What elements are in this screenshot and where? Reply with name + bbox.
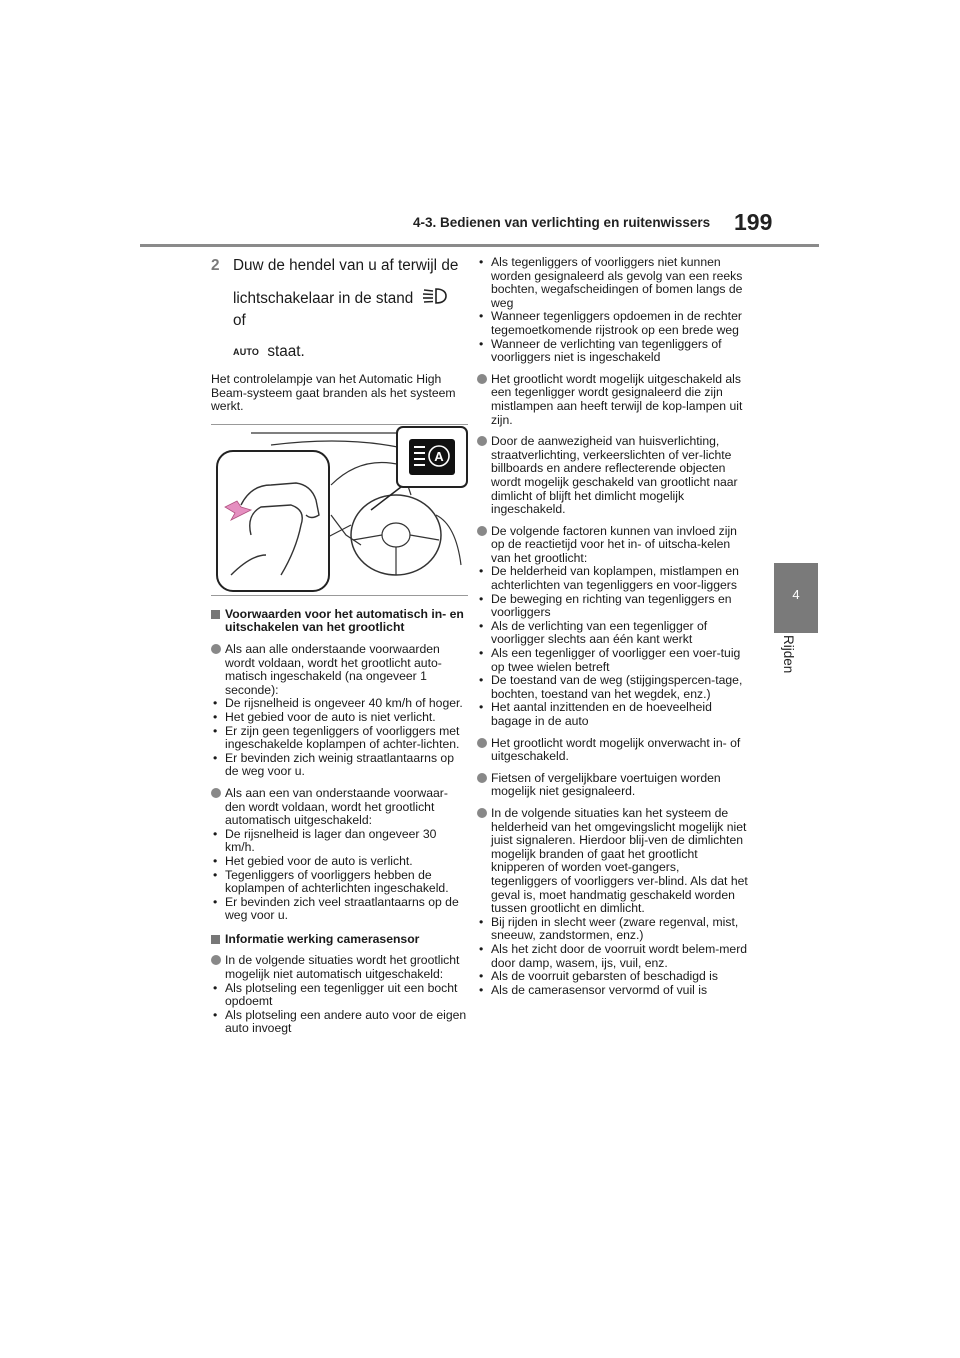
list-item: • Er bevinden zich weinig straatlantaarns op de weg voor u. xyxy=(213,750,454,779)
list-item: • Als de voorruit gebarsten of beschadigd is xyxy=(479,969,718,984)
list-item: • Er zijn geen tegenliggers of voorliggers met ingeschakelde koplampen of achter-lichten. xyxy=(213,723,460,752)
list-item: • Als plotseling een tegenligger uit een bocht opdoemt xyxy=(213,980,458,1009)
list-item: • De toestand van de weg (stijgingspercen-tage, bochten, toestand van het wegdek, enz.) xyxy=(479,673,743,701)
list-item: • Het aantal inzittenden en de hoeveelheid bagage in de auto xyxy=(479,700,712,728)
step-line-1: Duw de hendel van u af terwijl de xyxy=(233,257,459,274)
bullet-auto-off: Als aan een van onderstaande voorwaar-den wordt voldaan, wordt het grootlicht automatisch uitgeschakeld: xyxy=(211,787,468,828)
chapter-number: 4 xyxy=(792,587,800,602)
list-item: • De helderheid van koplampen, mistlampen en achterlichten van tegenliggers en voor-liggers xyxy=(479,564,739,593)
header-rule xyxy=(140,244,819,247)
step-line-2: lichtschakelaar in de stand of xyxy=(233,287,468,331)
list-item: • De rijsnelheid is ongeveer 40 km/h of hoger. xyxy=(213,696,463,711)
circle-bullet-icon xyxy=(211,788,221,798)
step-2 xyxy=(211,256,468,362)
list-item: • Bij rijden in slecht weer (zware regenval, mist, sneeuw, zandstormen, enz.) xyxy=(479,914,739,943)
circle-bullet-icon xyxy=(211,644,221,654)
list-item: • Wanneer tegenliggers opdoemen in de rechter tegemoetkomende rijstrook op een brede weg xyxy=(479,309,742,337)
list-camera xyxy=(211,982,468,1036)
list-item: • Het gebied voor de auto is verlicht. xyxy=(213,853,413,868)
square-bullet-icon xyxy=(211,935,220,944)
list-item: • Wanneer de verlichting van tegenliggers of voorliggers niet is ingeschakeld xyxy=(479,336,722,365)
bullet-auto-on: Als aan alle onderstaande voorwaarden wordt voldaan, wordt het grootlicht auto-matisch ingeschakeld (na ongeveer 1 seconde): xyxy=(211,643,468,697)
intro-note: Het controlelampje van het Automatic High Beam-systeem gaat branden als het systeem werkt. xyxy=(211,372,456,414)
lever-illustration xyxy=(211,424,468,596)
circle-bullet-icon xyxy=(477,738,487,748)
list-item: • Als tegenliggers of voorliggers niet kunnen worden gesignaleerd als gevolg van een reeks bochten, wegafscheidingen of bomen langs de weg xyxy=(479,255,743,310)
bullet-street-lighting: Door de aanwezigheid van huisverlichting, straatverlichting, verkeerslichten of ver-lichte billboards en andere reflecterende objecten wordt mogelijk geschakeld van grootlicht naar dimlicht of blijft het dimlicht mogelijk ingeschakeld. xyxy=(477,435,749,517)
list-item: • Als plotseling een andere auto voor de eigen auto invoegt xyxy=(213,1007,467,1036)
heading-camera: Informatie werking camerasensor xyxy=(211,933,468,947)
list-item: • Als het zicht door de voorruit wordt belem-merd door damp, wasem, ijs, vuil, enz. xyxy=(479,941,748,970)
list-auto-on xyxy=(211,697,468,779)
chapter-label: Rijden xyxy=(781,635,796,674)
list-item: • Er bevinden zich veel straatlantaarns op de weg voor u. xyxy=(213,894,459,923)
list-item: • Als een tegenligger of voorligger een voer-tuig op twee wielen betreft xyxy=(479,646,741,674)
circle-bullet-icon xyxy=(477,436,487,446)
list-auto-off xyxy=(211,828,468,923)
heading-conditions: Voorwaarden voor het automatisch in- en uitschakelen van het grootlicht xyxy=(211,608,468,635)
right-column xyxy=(477,256,749,997)
list-item: • Tegenliggers of voorliggers hebben de koplampen of achterlichten ingeschakeld. xyxy=(213,867,449,896)
circle-bullet-icon xyxy=(211,955,221,965)
bullet-bicycles: Fietsen of vergelijkbare voertuigen worden mogelijk niet gesignaleerd. xyxy=(477,772,749,799)
list-continued xyxy=(477,256,749,365)
list-item: • Het gebied voor de auto is niet verlicht. xyxy=(213,709,436,724)
list-item: • De rijsnelheid is lager dan ongeveer 30 km/h. xyxy=(213,826,437,855)
auto-icon: AUTO xyxy=(233,347,260,357)
bullet-camera: In de volgende situaties wordt het grootlicht mogelijk niet automatisch uitgeschakeld: xyxy=(211,954,468,981)
bullet-unexpected: Het grootlicht wordt mogelijk onverwacht in- of uitgeschakeld. xyxy=(477,737,749,764)
list-reaction-factors xyxy=(477,565,749,728)
chapter-tab xyxy=(774,563,818,633)
step-line-3: AUTO staat. xyxy=(233,343,305,361)
bullet-ambient-light: In de volgende situaties kan het systeem de helderheid van het omgevingslicht mogelijk niet juist signaleren. Hierdoor blij-ven de dimlichten mogelijk branden of gaat het grootlicht knipperen of worden voet-gangers, tegenliggers of voorliggers ver-blind. Als dat het geval is, moet handmatig geschakeld worden tussen grootlicht en dimlicht. xyxy=(477,807,749,916)
bullet-foglamps: Het grootlicht wordt mogelijk uitgeschakeld als een tegenligger wordt gesignaleerd die zijn mistlampen aan heeft terwijl de kop-lampen uit zijn. xyxy=(477,373,749,427)
list-item: • De beweging en richting van tegenliggers en voorliggers xyxy=(479,591,732,620)
bullet-reaction-factors: De volgende factoren kunnen van invloed zijn op de reactietijd voor het in- of uitscha-kelen van het grootlicht: xyxy=(477,525,749,566)
svg-text:A: A xyxy=(434,448,444,464)
circle-bullet-icon xyxy=(477,773,487,783)
square-bullet-icon xyxy=(211,610,220,619)
step-number: 2 xyxy=(211,257,220,274)
list-ambient-light xyxy=(477,916,749,998)
left-column xyxy=(211,256,468,1036)
list-item: • Als de verlichting van een tegenligger of voorligger slechts aan één kant werkt xyxy=(479,618,708,647)
circle-bullet-icon xyxy=(477,374,487,384)
section-title: 4-3. Bedienen van verlichting en ruitenwissers xyxy=(413,215,711,230)
list-item: • Als de camerasensor vervormd of vuil is xyxy=(479,982,708,997)
headlight-icon xyxy=(422,287,448,311)
circle-bullet-icon xyxy=(477,808,487,818)
page-number: 199 xyxy=(734,209,773,235)
circle-bullet-icon xyxy=(477,526,487,536)
